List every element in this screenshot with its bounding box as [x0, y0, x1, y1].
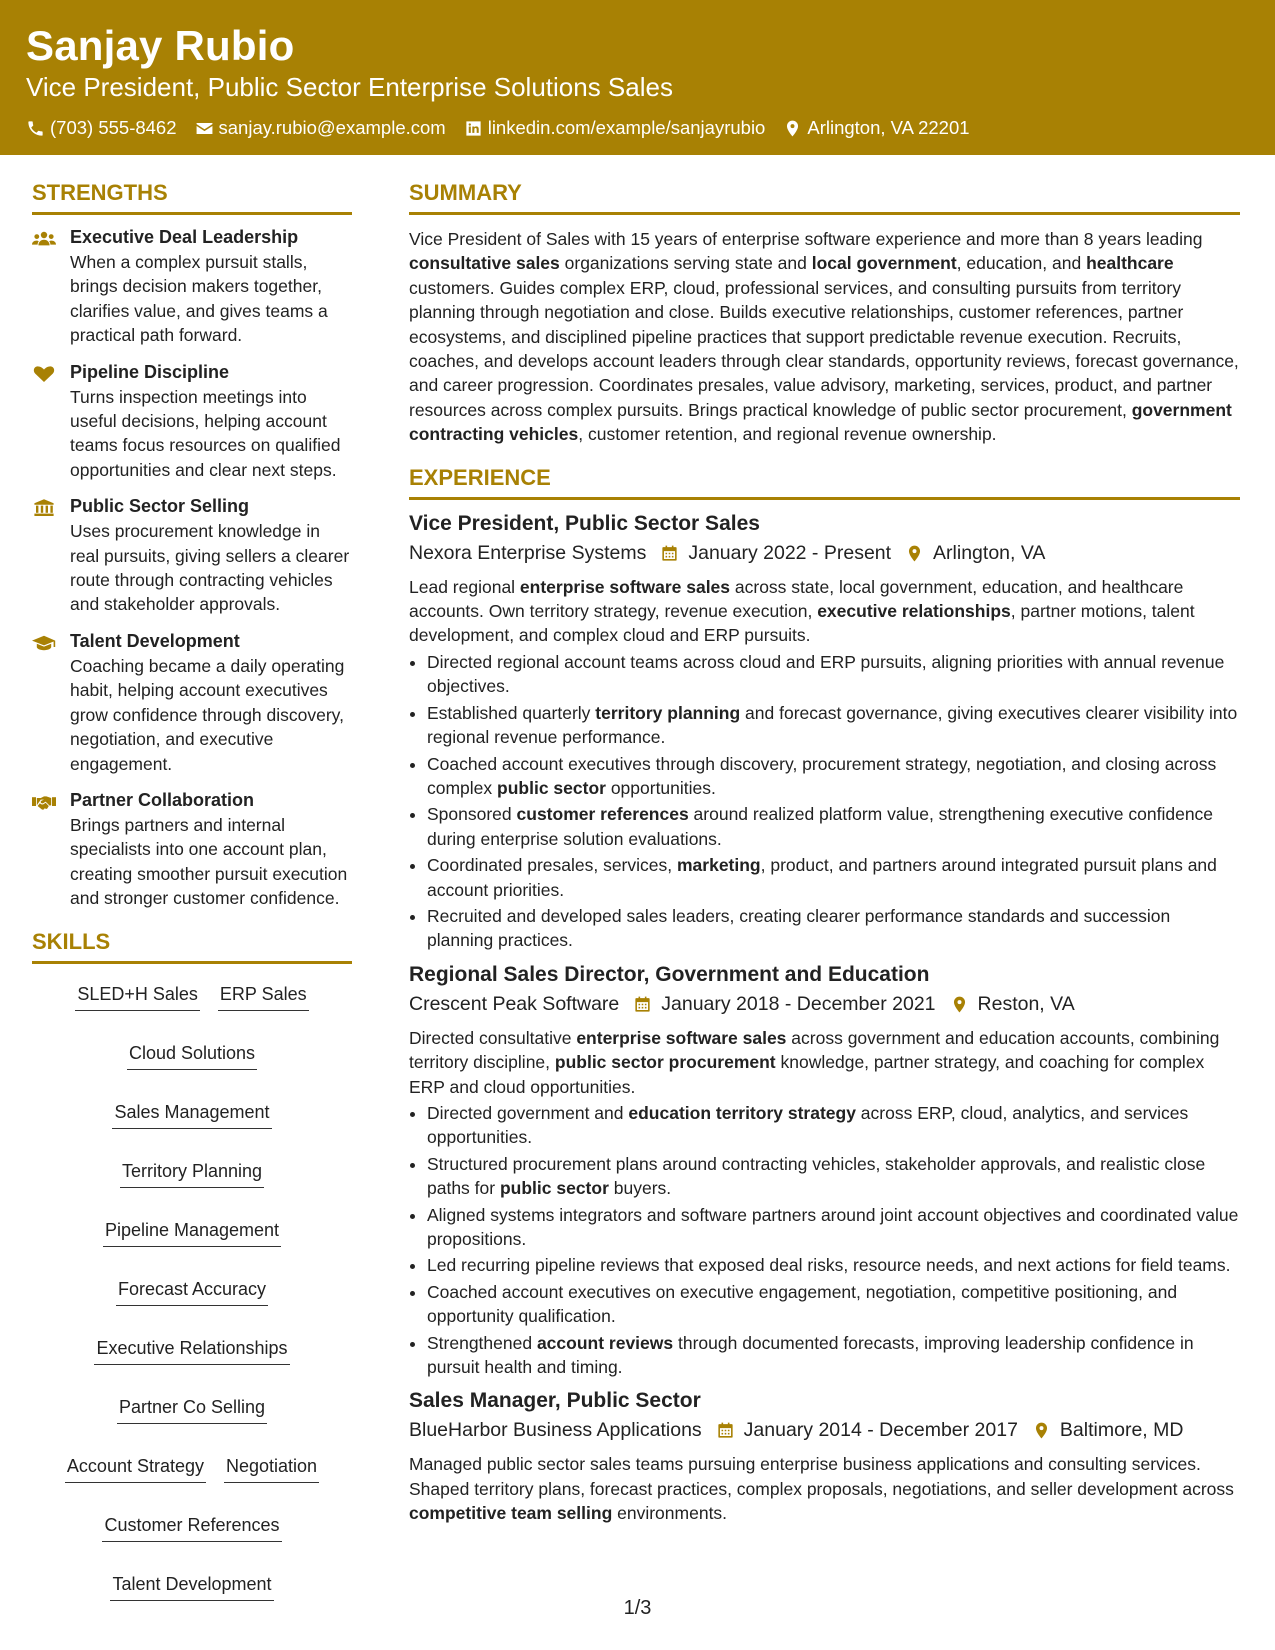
job-bullet — [427, 1203, 1240, 1252]
job-location: Arlington, VA — [933, 541, 1046, 564]
job-bullet — [427, 701, 1240, 750]
candidate-name: Sanjay Rubio — [26, 22, 295, 69]
skills-heading: SKILLS — [32, 929, 352, 964]
text-run: across government and education accounts, combining territory discipline, — [409, 1027, 1220, 1073]
text-run: , product, and partners around integrated pursuit plans and account priorities. — [427, 855, 1217, 900]
users-icon — [32, 229, 56, 249]
location-text: Arlington, VA 22201 — [807, 117, 970, 138]
contact-list — [26, 117, 970, 139]
text-run: Directed consultative — [409, 1027, 577, 1048]
text-run: across state, local government, education, and healthcare accounts. Own territory strategy, revenue execution, — [409, 576, 1184, 622]
job-bullet — [427, 1101, 1240, 1150]
text-run: Managed public sector sales teams pursuing enterprise business applications and consulting services. Shaped territory plans, forecast practices, complex proposals, negotiations, and seller development across — [409, 1454, 1234, 1499]
skill-tag: SLED+H Sales — [75, 982, 200, 1011]
text-run: customers. Guides complex ERP, cloud, professional services, and consulting pursuits from territory planning through negotiation and close. Builds executive relationships, customer references, partner ecosystems, and disciplined pipeline practices that support predictable revenue execution. Recruits, coaches, and develops account leaders through clear standards, opportunity reviews, forecast governance, and career progression. Coordinates presales, value advisory, marketing, services, product, and partner resources across complex pursuits. Brings practical knowledge of public sector procurement, — [409, 277, 1239, 420]
candidate-title: Vice President, Public Sector Enterprise Solutions Sales — [26, 72, 673, 102]
bold-keyword: public sector procurement — [554, 1052, 776, 1073]
contact-phone — [26, 117, 177, 139]
email-text[interactable]: sanjay.rubio@example.com — [218, 117, 446, 138]
bold-keyword: local government — [811, 253, 957, 274]
skill-tag: Account Strategy — [65, 1454, 206, 1483]
job-entry — [409, 512, 1240, 953]
text-run: organizations serving state and — [559, 253, 812, 274]
strength-item — [32, 496, 352, 617]
resume-header — [0, 0, 1275, 155]
text-run: , education, and — [956, 253, 1087, 274]
phone-text: (703) 555-8462 — [50, 117, 177, 138]
skill-tag: Executive Relationships — [94, 1336, 289, 1365]
strength-title: Partner Collaboration — [70, 789, 255, 810]
job-entry — [409, 1389, 1240, 1525]
strength-description: Coaching became a daily operating habit, helping account executives grow confidence through discovery, negotiation, and executive engagement. — [70, 655, 345, 774]
skill-tag: Customer References — [102, 1513, 281, 1542]
text-run: around realized platform value, strengthening executive confidence during enterprise solution evaluations. — [427, 804, 1214, 849]
strength-item — [32, 631, 352, 776]
calendar-icon — [660, 544, 679, 563]
job-bullets — [409, 650, 1240, 953]
skill-tag: Cloud Solutions — [127, 1041, 257, 1070]
bold-keyword: executive relationships — [817, 601, 1011, 622]
skills-list — [32, 976, 352, 1601]
job-meta — [409, 542, 1240, 565]
job-bullet — [427, 853, 1240, 902]
skill-tag: Negotiation — [224, 1454, 319, 1483]
strength-title: Talent Development — [70, 630, 240, 651]
job-location: Baltimore, MD — [1059, 1419, 1184, 1442]
job-bullet — [427, 1280, 1240, 1329]
bold-keyword: account reviews — [536, 1332, 674, 1353]
text-run: , customer retention, and regional revenue ownership. — [578, 424, 997, 445]
job-bullet — [427, 904, 1240, 953]
experience-heading: EXPERIENCE — [409, 465, 1240, 500]
bold-keyword: public sector — [499, 1178, 609, 1199]
job-title: Regional Sales Director, Government and Education — [409, 962, 930, 986]
text-run: Recruited and developed sales leaders, creating clearer performance standards and succession planning practices. — [427, 905, 1171, 951]
text-run: Coached account executives through discovery, procurement strategy, negotiation, and closing across complex — [427, 753, 1217, 798]
text-run: Structured procurement plans around contracting vehicles, stakeholder approvals, and realistic close paths for — [427, 1153, 1206, 1199]
job-entry — [409, 963, 1240, 1380]
strength-description: Turns inspection meetings into useful decisions, helping account teams focus resources on qualified opportunities and clear next steps. — [70, 386, 341, 480]
job-location: Reston, VA — [977, 992, 1075, 1015]
bold-keyword: education territory strategy — [628, 1102, 856, 1123]
bold-keyword: territory planning — [595, 702, 741, 723]
job-description — [409, 1026, 1240, 1099]
text-run: Strengthened — [427, 1332, 537, 1353]
text-run: Sponsored — [427, 804, 517, 825]
summary-text — [409, 227, 1240, 447]
skill-tag: Forecast Accuracy — [116, 1277, 268, 1306]
contact-location — [783, 117, 969, 139]
map-pin-icon — [783, 119, 802, 138]
job-title: Sales Manager, Public Sector — [409, 1389, 701, 1413]
job-dates: January 2018 - December 2021 — [661, 992, 936, 1015]
strength-description: When a complex pursuit stalls, brings decision makers together, clarifies value, and gives teams a practical path forward. — [70, 252, 328, 346]
job-description — [409, 575, 1240, 648]
contact-linkedin[interactable] — [464, 117, 766, 139]
skill-tag: Talent Development — [110, 1572, 273, 1601]
calendar-icon — [633, 995, 652, 1014]
strength-title: Executive Deal Leadership — [70, 227, 299, 247]
bold-keyword: enterprise software sales — [576, 1027, 787, 1048]
job-bullet — [427, 1152, 1240, 1201]
strength-title: Pipeline Discipline — [70, 361, 230, 382]
job-company: BlueHarbor Business Applications — [409, 1419, 702, 1442]
text-run: buyers. — [608, 1178, 672, 1199]
text-run: Directed government and — [427, 1102, 629, 1123]
text-run: environments. — [612, 1503, 728, 1524]
calendar-icon — [716, 1421, 735, 1440]
bold-keyword: consultative sales — [409, 253, 560, 274]
handshake-icon — [32, 792, 56, 812]
linkedin-text[interactable]: linkedin.com/example/sanjayrubio — [487, 117, 766, 138]
bold-keyword: marketing — [676, 855, 761, 876]
text-run: Coached account executives on executive engagement, negotiation, competitive positioning, and opportunity qualification. — [427, 1281, 1178, 1327]
text-run: across ERP, cloud, analytics, and services opportunities. — [427, 1102, 1189, 1148]
job-bullet — [427, 802, 1240, 851]
strength-description: Brings partners and internal specialists into one account plan, creating smoother pursuit execution and stronger customer confidence. — [70, 814, 348, 909]
graduation-cap-icon — [32, 633, 56, 653]
skill-tag: Partner Co Selling — [117, 1395, 267, 1424]
skill-tag: Pipeline Management — [103, 1218, 281, 1247]
summary-heading: SUMMARY — [409, 180, 1240, 215]
job-bullet — [427, 1331, 1240, 1380]
job-bullet — [427, 650, 1240, 699]
text-run: Vice President of Sales with 15 years of enterprise software experience and more than 8 years leading — [409, 229, 1203, 249]
job-title: Vice President, Public Sector Sales — [409, 511, 760, 535]
text-run: Coordinated presales, services, — [427, 855, 677, 876]
map-pin-icon — [905, 544, 924, 563]
contact-email[interactable] — [195, 117, 446, 139]
job-bullet — [427, 1253, 1240, 1277]
job-meta — [409, 1419, 1240, 1442]
map-pin-icon — [1032, 1421, 1051, 1440]
job-description — [409, 1452, 1240, 1525]
bold-keyword: enterprise software sales — [519, 576, 731, 597]
envelope-icon — [195, 119, 214, 138]
text-run: Led recurring pipeline reviews that exposed deal risks, resource needs, and next actions for field teams. — [427, 1255, 1231, 1276]
skill-tag: ERP Sales — [218, 982, 309, 1011]
strength-item — [32, 790, 352, 911]
right-column — [409, 180, 1240, 1536]
map-pin-icon — [950, 995, 969, 1014]
job-company: Crescent Peak Software — [409, 992, 620, 1015]
strengths-heading: STRENGTHS — [32, 180, 352, 215]
job-meta — [409, 993, 1240, 1016]
strength-description: Uses procurement knowledge in real pursuits, giving sellers a clearer route through contracting vehicles and stakeholder approvals. — [70, 521, 350, 615]
job-company: Nexora Enterprise Systems — [409, 541, 647, 564]
skill-tag: Territory Planning — [120, 1159, 264, 1188]
text-run: Established quarterly — [427, 702, 596, 723]
text-run: opportunities. — [605, 777, 716, 798]
strength-item — [32, 362, 352, 483]
left-column — [32, 180, 352, 1601]
strength-item — [32, 227, 352, 348]
bold-keyword: government contracting vehicles — [409, 399, 1232, 445]
text-run: and forecast governance, giving executives clearer visibility into regional revenue performance. — [427, 702, 1238, 748]
text-run: Aligned systems integrators and software partners around joint account objectives and coordinated value propositions. — [427, 1204, 1239, 1249]
text-run: through documented forecasts, improving leadership confidence in pursuit health and timing. — [427, 1332, 1194, 1378]
job-dates: January 2022 - Present — [688, 541, 892, 564]
strength-title: Public Sector Selling — [70, 496, 250, 517]
bold-keyword: competitive team selling — [409, 1503, 613, 1524]
phone-icon — [26, 119, 45, 138]
job-dates: January 2014 - December 2017 — [743, 1419, 1018, 1442]
bold-keyword: public sector — [497, 777, 606, 798]
skill-tag: Sales Management — [112, 1100, 271, 1129]
heart-icon — [32, 364, 56, 384]
experience-list — [409, 512, 1240, 1526]
landmark-icon — [32, 498, 56, 518]
text-run: Directed regional account teams across cloud and ERP pursuits, aligning priorities with annual revenue objectives. — [427, 651, 1225, 697]
job-bullets — [409, 1101, 1240, 1379]
text-run: knowledge, partner strategy, and coaching for complex ERP and cloud opportunities. — [409, 1052, 1205, 1097]
bold-keyword: healthcare — [1086, 253, 1174, 274]
linkedin-icon — [464, 119, 483, 138]
job-bullet — [427, 752, 1240, 801]
text-run: Lead regional — [409, 576, 520, 597]
skills-section — [32, 929, 352, 1601]
page-number: 1/3 — [623, 1597, 652, 1619]
text-run: , partner motions, talent development, and complex cloud and ERP pursuits. — [409, 601, 1195, 646]
bold-keyword: customer references — [516, 804, 689, 825]
